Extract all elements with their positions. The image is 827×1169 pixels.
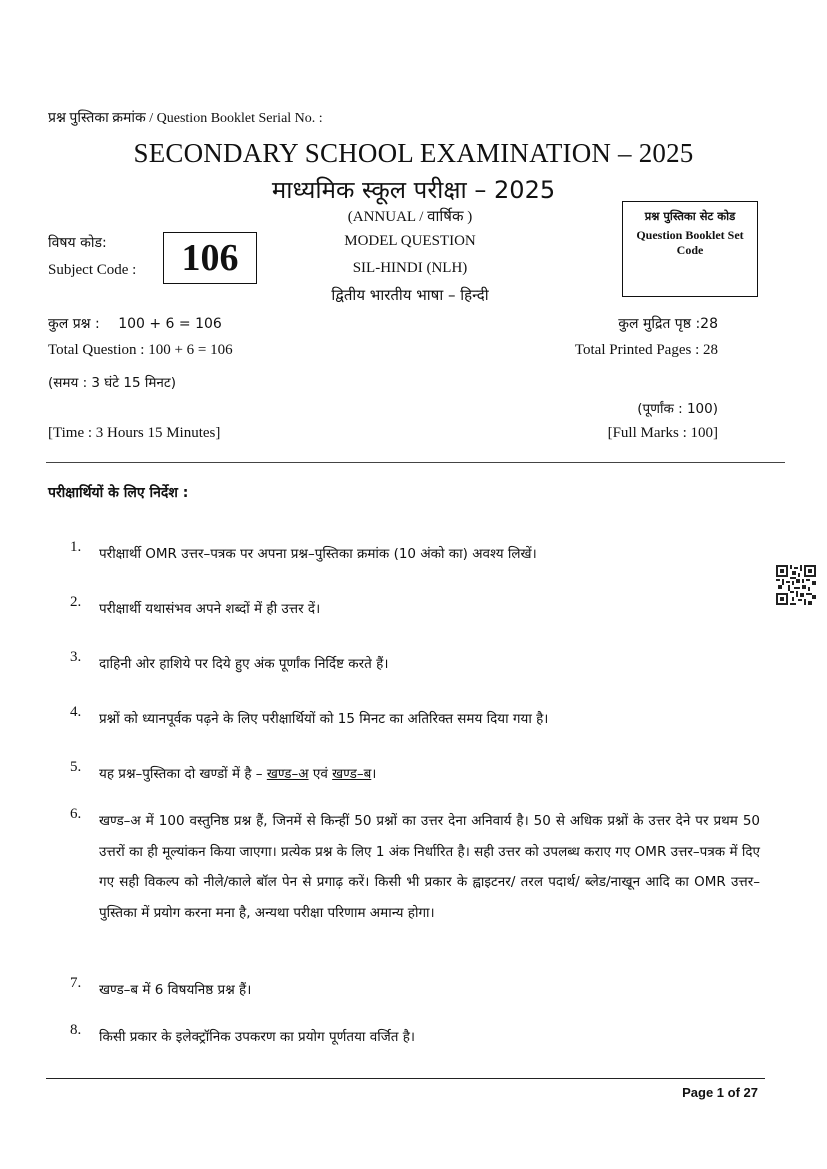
booklet-set-code-box bbox=[622, 201, 758, 297]
exam-type: (ANNUAL / वार्षिक ) bbox=[347, 209, 473, 225]
exam-title-hindi: माध्यमिक स्कूल परीक्षा – 2025 bbox=[271, 176, 556, 204]
time-hindi: (समय : 3 घंटे 15 मिनट) bbox=[48, 375, 176, 391]
page-number: Page 1 of 27 bbox=[682, 1085, 758, 1100]
instruction-text-part: । bbox=[371, 766, 377, 782]
subject-code-label-hindi: विषय कोड: bbox=[48, 235, 107, 251]
instruction-item bbox=[70, 539, 760, 570]
model-question-label: MODEL QUESTION bbox=[344, 233, 476, 249]
instruction-text: प्रश्नों को ध्यानपूर्वक पढ़ने के लिए परीक्षार्थियों को 15 मिनट का अतिरिक्त समय दिया गया है। bbox=[99, 711, 549, 727]
instruction-text: परीक्षार्थी OMR उत्तर–पत्रक पर अपना प्रश्न–पुस्तिका क्रमांक (10 अंको का) अवश्य लिखें। bbox=[99, 546, 537, 562]
booklet-set-code-label-hindi: प्रश्न पुस्तिका सेट कोड bbox=[644, 209, 736, 223]
total-questions-hindi-value: 100 + 6 = 106 bbox=[118, 316, 222, 332]
total-pages-hindi: कुल मुद्रित पृष्ठ :28 bbox=[618, 316, 718, 332]
subject-code-label: Subject Code : bbox=[48, 262, 137, 278]
total-questions-hindi-label: कुल प्रश्न : bbox=[48, 316, 100, 332]
instruction-number: 7. bbox=[70, 975, 82, 991]
instruction-text: परीक्षार्थी यथासंभव अपने शब्दों में ही उत्तर दें। bbox=[99, 601, 321, 617]
subject-name-hindi: द्वितीय भारतीय भाषा – हिन्दी bbox=[331, 286, 489, 304]
section-b-reference: खण्ड–ब bbox=[332, 766, 372, 782]
header-divider bbox=[46, 462, 785, 463]
subject-name: SIL-HINDI (NLH) bbox=[352, 260, 468, 276]
instruction-text-part: एवं bbox=[308, 766, 333, 782]
time-allowed: [Time : 3 Hours 15 Minutes] bbox=[48, 425, 221, 441]
full-marks: [Full Marks : 100] bbox=[607, 425, 718, 441]
instruction-number: 6. bbox=[70, 806, 82, 822]
total-questions: Total Question : 100 + 6 = 106 bbox=[48, 342, 233, 358]
instructions-heading: परीक्षार्थियों के लिए निर्देश : bbox=[48, 485, 189, 501]
instruction-item bbox=[70, 649, 760, 680]
instruction-item bbox=[70, 806, 760, 928]
instruction-number: 5. bbox=[70, 759, 82, 775]
total-pages: Total Printed Pages : 28 bbox=[574, 342, 718, 358]
instruction-text-part: यह प्रश्न–पुस्तिका दो खण्डों में है – bbox=[99, 766, 267, 782]
instruction-number: 2. bbox=[70, 594, 82, 610]
instruction-text: खण्ड–ब में 6 विषयनिष्ठ प्रश्न हैं। bbox=[99, 982, 252, 998]
exam-title-english: SECONDARY SCHOOL EXAMINATION – 2025 bbox=[133, 138, 694, 168]
instruction-number: 1. bbox=[70, 539, 82, 555]
instruction-text: दाहिनी ओर हाशिये पर दिये हुए अंक पूर्णांक निर्दिष्ट करते हैं। bbox=[99, 656, 389, 672]
instruction-item bbox=[70, 975, 760, 1006]
instruction-number: 8. bbox=[70, 1022, 82, 1038]
instruction-number: 4. bbox=[70, 704, 82, 720]
instruction-item bbox=[70, 704, 760, 735]
subject-code-box: 106 bbox=[163, 232, 257, 284]
serial-number-label: प्रश्न पुस्तिका क्रमांक / Question Booklet Serial No. : bbox=[48, 111, 323, 126]
instruction-item bbox=[70, 1022, 760, 1053]
section-a-reference: खण्ड–अ bbox=[266, 766, 309, 782]
total-questions-hindi bbox=[48, 314, 222, 333]
full-marks-hindi: (पूर्णांक : 100) bbox=[637, 401, 718, 417]
instruction-item bbox=[70, 759, 760, 790]
instruction-number: 3. bbox=[70, 649, 82, 665]
qr-code-icon bbox=[776, 565, 816, 605]
instruction-text: किसी प्रकार के इलेक्ट्रॉनिक उपकरण का प्रयोग पूर्णतया वर्जित है। bbox=[99, 1029, 415, 1045]
booklet-set-code-label: Question Booklet Set Code bbox=[636, 228, 744, 257]
instruction-text: खण्ड–अ में 100 वस्तुनिष्ठ प्रश्न हैं, जिनमें से किन्हीं 50 प्रश्नों का उत्तर देना अनिवार्य है। 50 से अधिक प्रश्नों के उत्तर देने पर प्रथम 50 उत्तरों का ही मूल्यांकन किया जाएगा। प्रत्येक प्रश्न के लिए 1 अंक निर्धारित है। सही उत्तर को उपलब्ध कराए गए OMR उत्तर–पत्रक में दिए गए सही विकल्प को नीले/काले बॉल पेन से प्रगाढ़ करें। किसी भी प्रकार के ह्वाइटनर/ तरल पदार्थ/ ब्लेड/नाखून आदि का OMR उत्तर–पुस्तिका में प्रयोग करना मना है, अन्यथा परीक्षा परिणाम अमान्य होगा। bbox=[99, 813, 760, 921]
instruction-item bbox=[70, 594, 760, 625]
footer-divider bbox=[46, 1078, 765, 1079]
instruction-text bbox=[99, 759, 760, 790]
